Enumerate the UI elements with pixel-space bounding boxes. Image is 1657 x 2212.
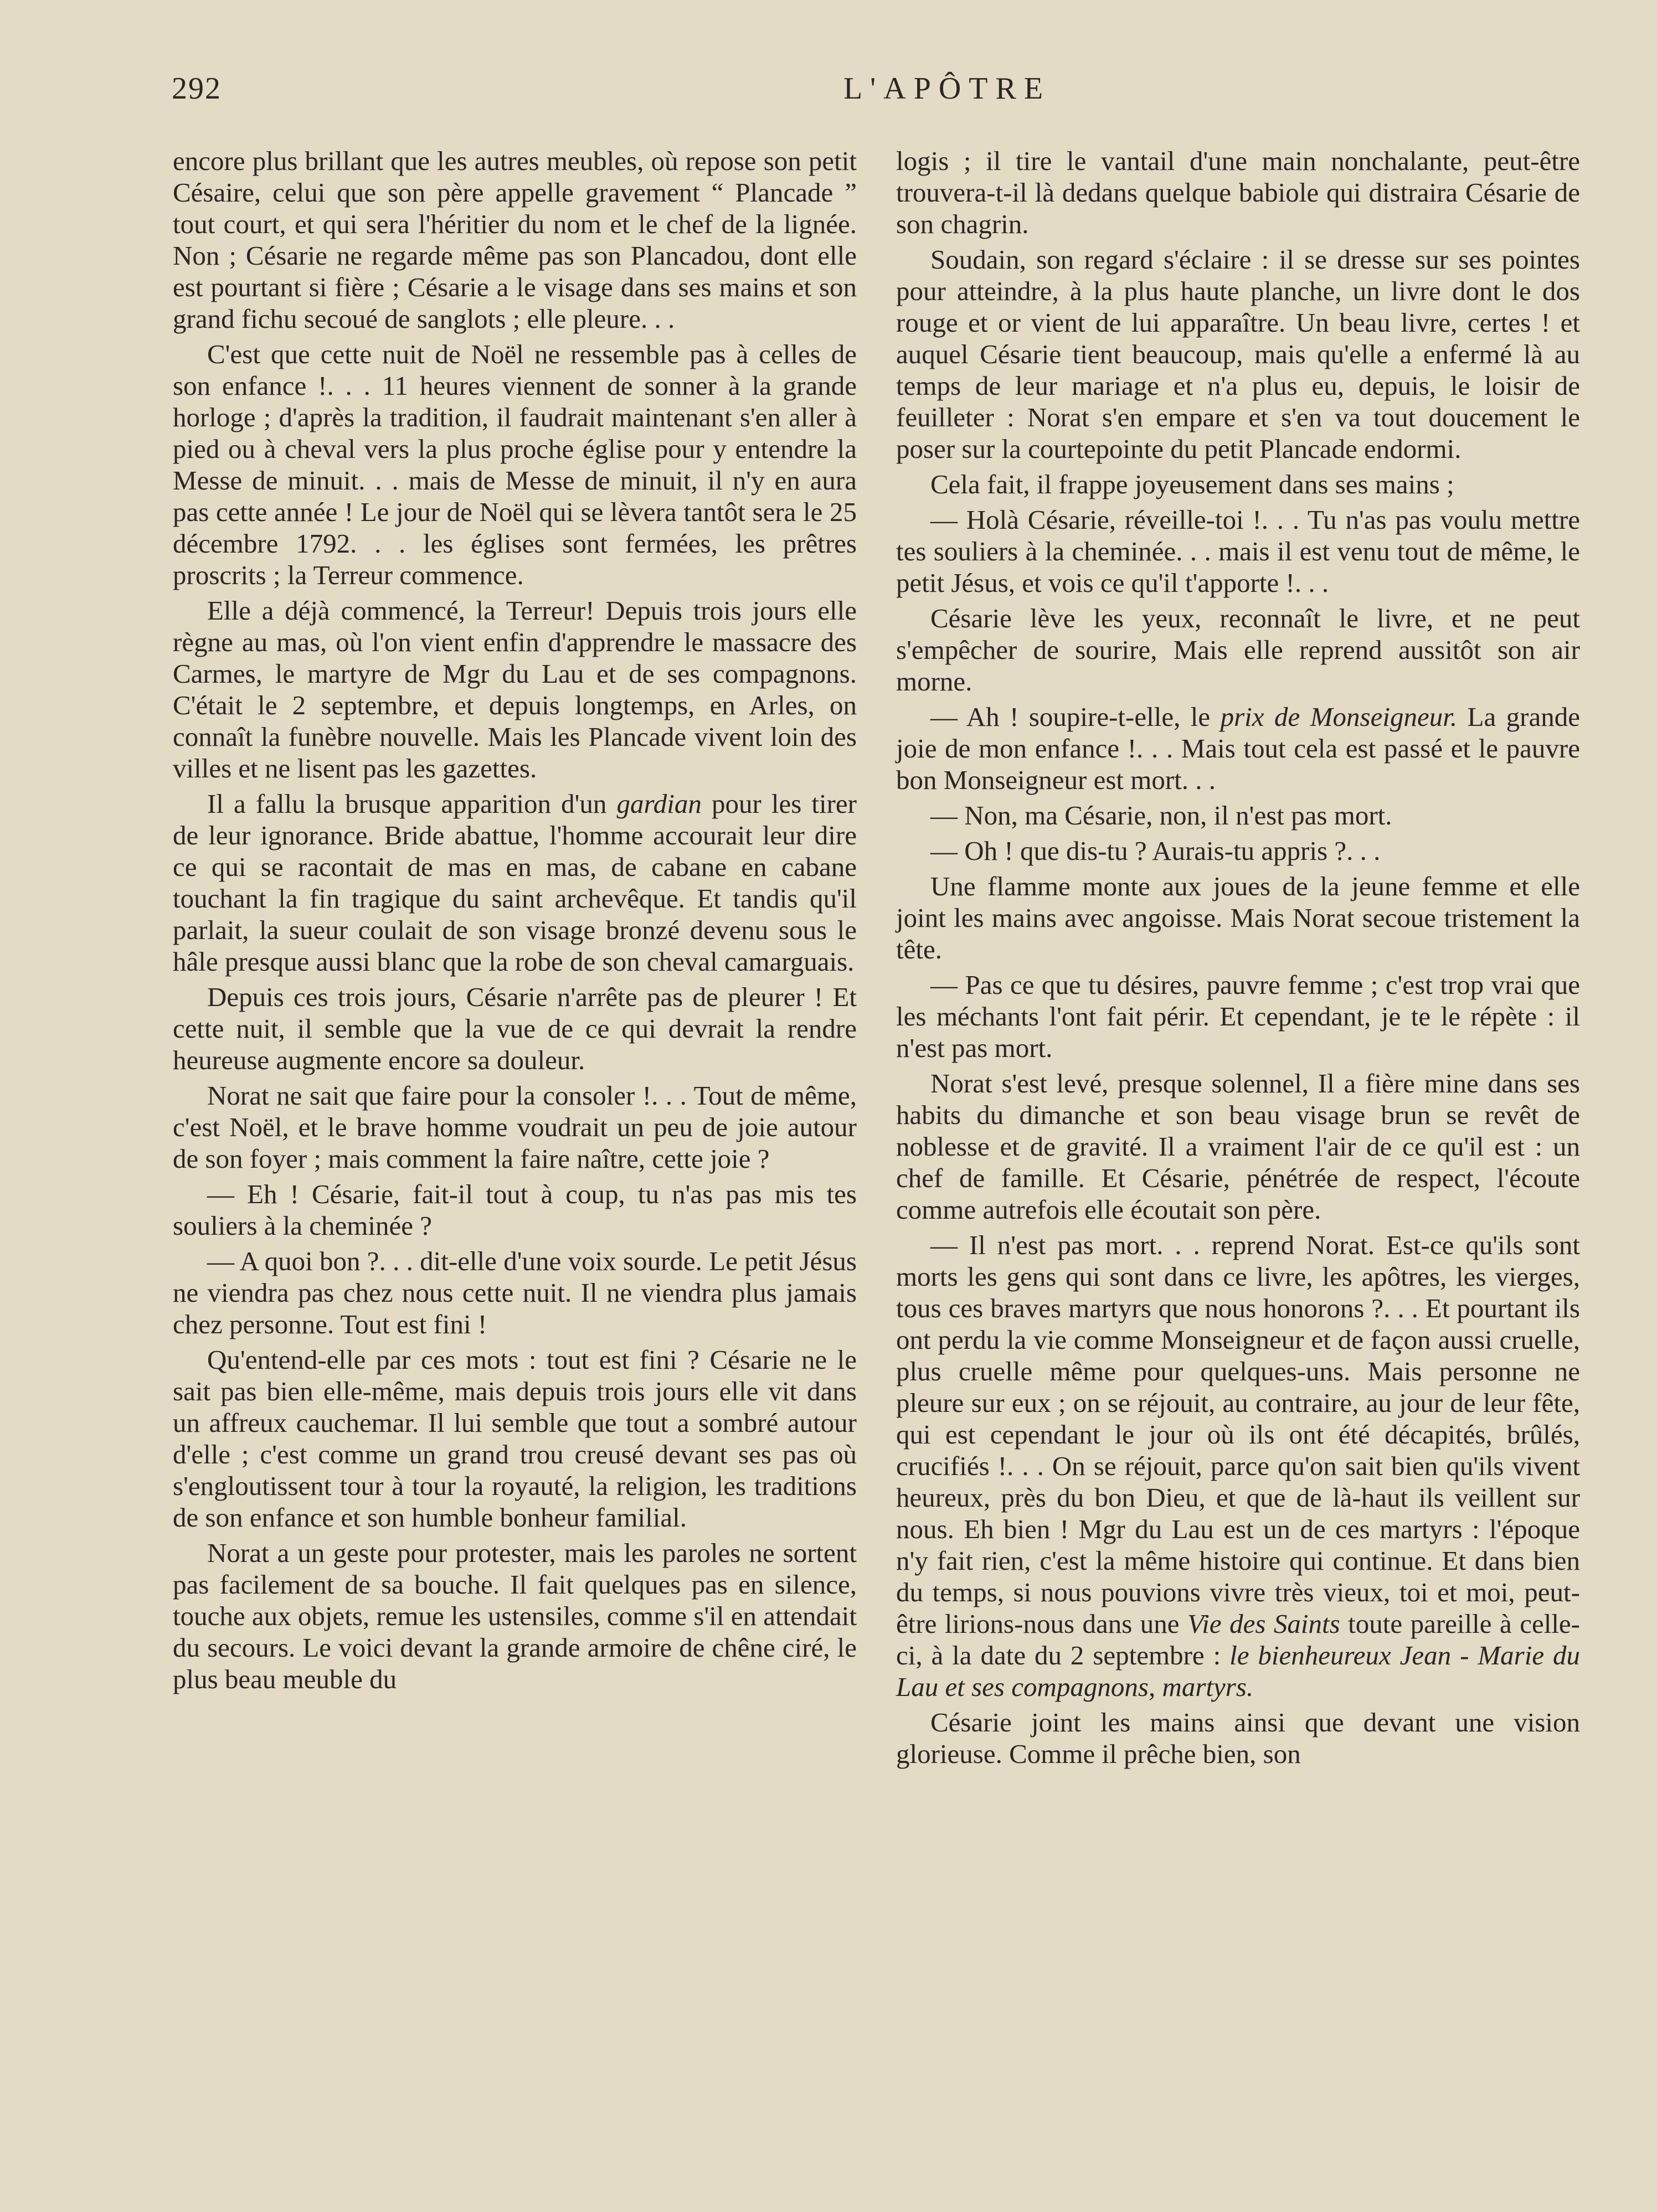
paragraph: Elle a déjà commencé, la Terreur! Depuis trois jours elle règne au mas, où l'on vient enfin d'apprendre le massacre des Carmes, le martyre de Mgr du Lau et de ses compagnons. C'était le 2 septembre, et depuis longtemps, en Arles, on connaît la funèbre nouvelle. Mais les Plancade vivent loin des villes et ne lisent pas les gazettes. (173, 595, 857, 783)
paragraph: Une flamme monte aux joues de la jeune femme et elle joint les mains avec angoisse. Mais Norat secoue tristement la tête. (896, 871, 1580, 965)
text-run: toute pareille à celle-ci, à la date du 2 septembre : (896, 1608, 1580, 1670)
paragraph: Depuis ces trois jours, Césarie n'arrête pas de pleurer ! Et cette nuit, il semble que la vue de ce qui devrait la rendre heureuse augmente encore sa douleur. (173, 982, 857, 1075)
text-run: Il a fallu la brusque apparition d'un (207, 788, 617, 819)
paragraph: Césarie joint les mains ainsi que devant une vision glorieuse. Comme il prêche bien, son (896, 1707, 1580, 1769)
paragraph: C'est que cette nuit de Noël ne ressemble pas à celles de son enfance !. . . 11 heures viennent de sonner à la grande horloge ; d'après la tradition, il faudrait maintenant s'en aller à pied ou à cheval vers la plus proche église pour y entendre la Messe de minuit. . . mais de Messe de minuit, il n'y en aura pas cette année ! Le jour de Noël qui se lèvera tantôt sera le 25 décembre 1792. . . les églises sont fermées, les prêtres proscrits ; la Terreur commence. (173, 339, 857, 590)
italic-text: Vie des Saints (1187, 1608, 1340, 1639)
text-run: pour les tirer de leur ignorance. Bride abattue, l'homme accourait leur dire ce qui se racontait de mas en mas, de cabane en cabane touchant la fin tragique du saint archevêque. Et tandis qu'il parlait, la sueur coulait de son visage bronzé devenu sous le hâle presque aussi blanc que la robe de son cheval camarguais. (173, 788, 857, 977)
text-run: — Ah ! soupire-t-elle, le (930, 702, 1221, 732)
dialogue-paragraph: — Pas ce que tu désires, pauvre femme ; c'est trop vrai que les méchants l'ont fait périr. Et cependant, je te le répète : il n'est pas mort. (896, 970, 1580, 1063)
text-run: — Il n'est pas mort. . . reprend Norat. Est-ce qu'ils sont morts les gens qui sont dans ce livre, les apôtres, les vierges, tous ces braves martyrs que nous honorons ?. . . Et pourtant ils ont perdu la vie comme Monseigneur et de façon aussi cruelle, plus cruelle même pour quelques-uns. Mais personne ne pleure sur eux ; on se réjouit, au contraire, au jour de leur fête, qui est cependant le jour où ils ont été décapités, brûlés, crucifiés !. . . On se réjouit, parce qu'on sait bien qu'ils vivent heureux, près du bon Dieu, et que de là-haut ils veillent sur nous. Eh bien ! Mgr du Lau est un de ces martyrs : l'époque n'y fait rien, c'est la même histoire qui continue. Et dans bien du temps, si nous pouvions vivre très vieux, toi et moi, peut-être lirions-nous dans une (896, 1230, 1580, 1639)
paragraph: Norat s'est levé, presque solennel, Il a fière mine dans ses habits du dimanche et son beau visage brun se revêt de noblesse et de gravité. Il a vraiment l'air de ce qu'il est : un chef de famille. Et Césarie, pénétrée de respect, l'écoute comme autrefois elle écoutait son père. (896, 1068, 1580, 1225)
paragraph: encore plus brillant que les autres meubles, où repose son petit Césaire, celui que son père appelle gravement “ Plancade ” tout court, et qui sera l'héritier du nom et le chef de la lignée. Non ; Césarie ne regarde même pas son Plancadou, dont elle est pourtant si fière ; Césarie a le visage dans ses mains et son grand fichu secoué de sanglots ; elle pleure. . . (173, 146, 857, 334)
dialogue-paragraph: — Holà Césarie, réveille-toi !. . . Tu n'as pas voulu mettre tes souliers à la cheminée. . . mais il est venu tout de même, le petit Jésus, et vois ce qu'il t'apporte !. . . (896, 504, 1580, 598)
paragraph: Césarie lève les yeux, reconnaît le livre, et ne peut s'empêcher de sourire, Mais elle reprend aussitôt son air morne. (896, 603, 1580, 697)
paragraph: Norat a un geste pour protester, mais les paroles ne sortent pas facilement de sa bouche. Il fait quelques pas en silence, touche aux objets, remue les ustensiles, comme s'il en attendait du secours. Le voici devant la grande armoire de chêne ciré, le plus beau meuble du (173, 1538, 857, 1694)
dialogue-paragraph (896, 701, 1580, 796)
page-number: 292 (172, 71, 222, 106)
page-header (172, 71, 1578, 115)
italic-text: le bienheureux Jean - Marie du Lau et ses compagnons, martyrs. (896, 1640, 1580, 1702)
italic-text: gardian (616, 788, 702, 819)
paragraph (173, 788, 857, 977)
paragraph: Qu'entend-elle par ces mots : tout est fini ? Césarie ne le sait pas bien elle-même, mais depuis trois jours elle vit dans un affreux cauchemar. Il lui semble que tout a sombré autour d'elle ; c'est comme un grand trou creusé devant ses pas où s'engloutissent tour à tour la royauté, la religion, les traditions de son enfance et son humble bonheur familial. (173, 1344, 857, 1533)
italic-text: prix de Monseigneur. (1220, 702, 1458, 732)
paragraph: Cela fait, il frappe joyeusement dans ses mains ; (930, 469, 1454, 499)
left-column (173, 145, 857, 1699)
text-run: La grande joie de mon enfance !. . . Mais tout cela est passé et le pauvre bon Monseigneur est mort. . . (896, 702, 1580, 795)
paragraph: Soudain, son regard s'éclaire : il se dresse sur ses pointes pour atteindre, à la plus haute planche, un livre dont le dos rouge et or vient de lui apparaître. Un beau livre, certes ! et auquel Césarie tient beaucoup, mais qu'elle a enfermé là au temps de leur mariage et n'a plus eu, depuis, le loisir de feuilleter : Norat s'en empare et s'en va tout doucement le poser sur la courtepointe du petit Plancade endormi. (896, 244, 1580, 464)
right-column (896, 145, 1580, 1773)
running-head: L'APÔTRE (843, 71, 1051, 106)
paragraph: logis ; il tire le vantail d'une main nonchalante, peut-être trouvera-t-il là dedans quelque babiole qui distraira Césarie de son chagrin. (896, 146, 1580, 239)
dialogue-paragraph: — Oh ! que dis-tu ? Aurais-tu appris ?. . . (930, 836, 1381, 866)
paragraph: Norat ne sait que faire pour la consoler !. . . Tout de même, c'est Noël, et le brave homme voudrait un peu de joie autour de son foyer ; mais comment la faire naître, cette joie ? (173, 1080, 857, 1174)
dialogue-paragraph (896, 1229, 1580, 1703)
dialogue-paragraph: — A quoi bon ?. . . dit-elle d'une voix sourde. Le petit Jésus ne viendra pas chez nous cette nuit. Il ne viendra plus jamais chez personne. Tout est fini ! (173, 1246, 857, 1339)
dialogue-paragraph: — Eh ! Césarie, fait-il tout à coup, tu n'as pas mis tes souliers à la cheminée ? (173, 1179, 857, 1241)
dialogue-paragraph: — Non, ma Césarie, non, il n'est pas mort. (930, 800, 1392, 831)
